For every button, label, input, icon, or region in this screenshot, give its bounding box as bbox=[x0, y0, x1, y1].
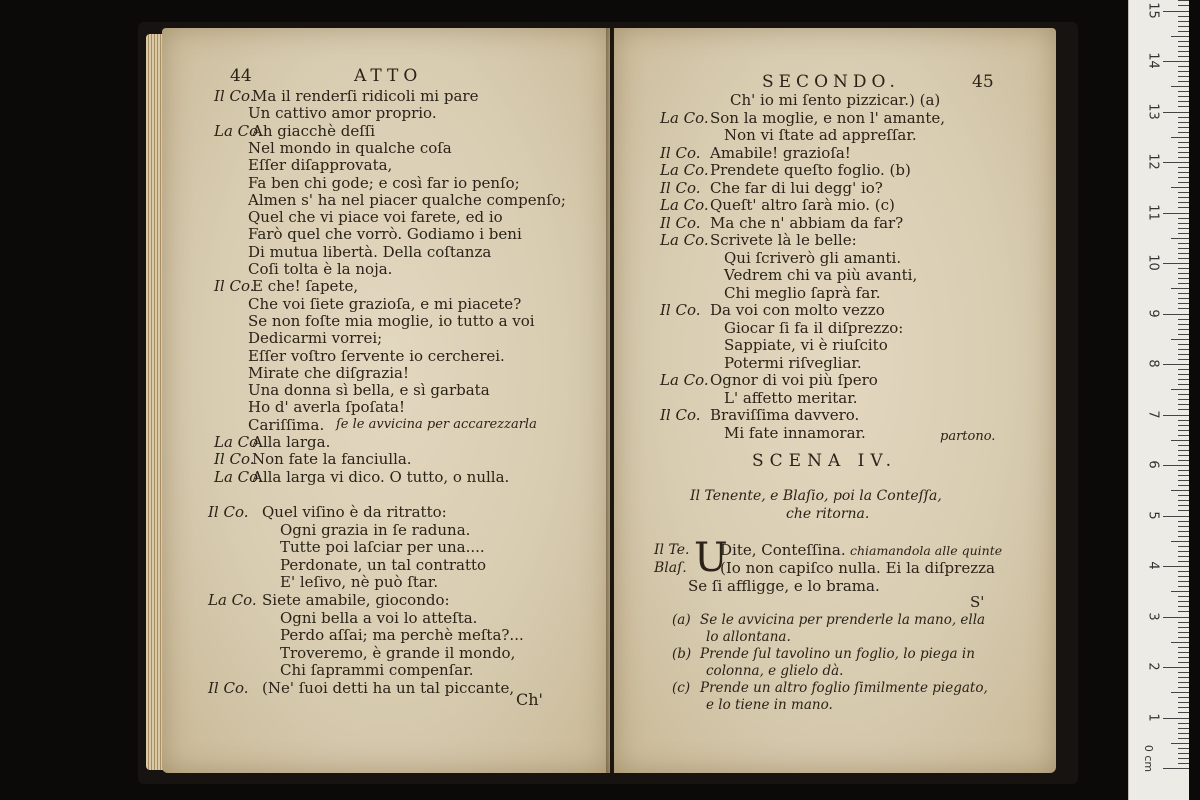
verse-line: Eſſer diſapprovata, bbox=[248, 156, 393, 175]
ruler-tick bbox=[1178, 652, 1189, 653]
ruler-tick bbox=[1178, 298, 1189, 299]
ruler-tick bbox=[1171, 187, 1189, 188]
ruler-tick bbox=[1178, 374, 1189, 375]
verse-line: Perdo aſſai; ma perchè meſta?... bbox=[280, 626, 524, 645]
ruler-tick bbox=[1178, 31, 1189, 32]
ruler-tick bbox=[1171, 86, 1189, 87]
ruler-tick bbox=[1163, 162, 1189, 163]
ruler-tick bbox=[1178, 202, 1189, 203]
verse-line: Da voi con molto vezzo bbox=[710, 301, 885, 319]
ruler-tick bbox=[1178, 324, 1189, 325]
running-head: ATTO bbox=[354, 66, 423, 86]
ruler-tick bbox=[1178, 404, 1189, 405]
right-page bbox=[614, 28, 1056, 773]
ruler-tick bbox=[1178, 707, 1189, 708]
verse-line: L' affetto meritar. bbox=[724, 388, 858, 407]
verse-line: Eſſer voſtro ſervente io cercherei. bbox=[248, 346, 505, 365]
ruler-number: 12 bbox=[1145, 153, 1161, 170]
ruler-tick bbox=[1178, 581, 1189, 582]
verse-line: Che far di lui degg' io? bbox=[710, 178, 883, 197]
stage-direction: partono. bbox=[940, 428, 996, 444]
ruler-tick bbox=[1163, 516, 1189, 517]
ruler-tick bbox=[1178, 450, 1189, 451]
verse-line: Siete amabile, giocondo: bbox=[262, 590, 450, 609]
ruler-number: 6 bbox=[1145, 460, 1161, 469]
ruler-tick bbox=[1178, 369, 1189, 370]
ruler-tick bbox=[1178, 41, 1189, 42]
ruler-tick bbox=[1171, 642, 1189, 643]
ruler-tick bbox=[1178, 536, 1189, 537]
ruler-tick bbox=[1178, 561, 1189, 562]
footnote-text-continued: colonna, e glielo dà. bbox=[706, 663, 844, 679]
ruler-tick bbox=[1178, 455, 1189, 456]
ruler-tick bbox=[1178, 531, 1189, 532]
ruler-tick bbox=[1163, 768, 1189, 769]
catchword: Ch' bbox=[516, 690, 543, 709]
ruler-tick bbox=[1163, 11, 1189, 12]
speaker-label: La Co. bbox=[660, 371, 709, 389]
scene-cast: Il Tenente, e Blaſio, poi la Conteſſa, bbox=[690, 488, 942, 504]
verse-line: Amabile! grazioſa! bbox=[710, 143, 851, 162]
ruler-tick bbox=[1178, 152, 1189, 153]
ruler-tick bbox=[1163, 667, 1189, 668]
verse-line: Queſt' altro ſarà mio. (c) bbox=[710, 196, 895, 214]
ruler-tick bbox=[1178, 435, 1189, 436]
verse-line: Ogni grazia in ſe raduna. bbox=[280, 520, 471, 539]
ruler-tick bbox=[1178, 96, 1189, 97]
verse-line: Potermi riſvegliar. bbox=[724, 353, 862, 372]
ruler-tick bbox=[1178, 344, 1189, 345]
footnote-text: Prende un altro foglio ſimilmente piegato, bbox=[700, 680, 988, 696]
ruler-tick bbox=[1178, 485, 1189, 486]
ruler-tick bbox=[1171, 238, 1189, 239]
ruler-tick bbox=[1178, 46, 1189, 47]
verse-line: Scrivete là le belle: bbox=[710, 231, 857, 249]
speaker-label: Il Co. bbox=[660, 406, 701, 424]
ruler-tick bbox=[1178, 177, 1189, 178]
ruler-tick bbox=[1178, 384, 1189, 385]
ruler-tick bbox=[1178, 142, 1189, 143]
speaker-label: La Co. bbox=[214, 121, 263, 140]
ruler-tick bbox=[1171, 288, 1189, 289]
verse-line: Chi ſaprammi compenſar. bbox=[280, 661, 474, 680]
ruler-tick bbox=[1171, 591, 1189, 592]
ruler-unit-label: 0 cm bbox=[1142, 744, 1156, 773]
verse-line: E che! ſapete, bbox=[252, 277, 359, 296]
ruler-tick bbox=[1178, 293, 1189, 294]
verse-line: Quel viſino è da ritratto: bbox=[262, 502, 447, 521]
verse-line: (Io non capiſco nulla. Ei la diſprezza bbox=[720, 559, 995, 577]
ruler-number: 3 bbox=[1145, 611, 1161, 621]
ruler-tick bbox=[1178, 273, 1189, 274]
ruler-tick bbox=[1163, 213, 1189, 214]
ruler-tick bbox=[1178, 379, 1189, 380]
verse-line: Non vi ſtate ad appreſſar. bbox=[724, 126, 917, 144]
verse-line: Dedicarmi vorrei; bbox=[248, 329, 383, 348]
verse-line: Alla larga vi dico. O tutto, o nulla. bbox=[252, 467, 510, 486]
ruler-tick bbox=[1178, 682, 1189, 683]
ruler-tick bbox=[1178, 192, 1189, 193]
ruler-tick bbox=[1178, 571, 1189, 572]
ruler-tick bbox=[1178, 106, 1189, 107]
ruler-number: 11 bbox=[1145, 203, 1161, 221]
ruler-tick bbox=[1178, 76, 1189, 77]
ruler-number: 13 bbox=[1145, 102, 1161, 120]
ruler-tick bbox=[1163, 617, 1189, 618]
ruler-tick bbox=[1178, 420, 1189, 421]
ruler-tick bbox=[1178, 480, 1189, 481]
ruler-tick bbox=[1178, 637, 1189, 638]
speaker-label: Il Co. bbox=[214, 277, 255, 296]
ruler-tick bbox=[1163, 112, 1189, 113]
ruler-tick bbox=[1178, 611, 1189, 612]
ruler-tick bbox=[1178, 233, 1189, 234]
verse-line: Perdonate, un tal contratto bbox=[280, 555, 487, 574]
ruler-tick bbox=[1178, 278, 1189, 279]
ruler-tick bbox=[1178, 702, 1189, 703]
ruler-tick bbox=[1178, 662, 1189, 663]
ruler-tick bbox=[1178, 546, 1189, 547]
ruler-tick bbox=[1171, 440, 1189, 441]
ruler-tick bbox=[1178, 495, 1189, 496]
verse-line: Son la moglie, e non l' amante, bbox=[710, 108, 946, 127]
ruler-tick bbox=[1178, 505, 1189, 506]
ruler-tick bbox=[1178, 228, 1189, 229]
ruler-tick bbox=[1163, 61, 1189, 62]
verse-line: Se ſi affligge, e lo brama. bbox=[688, 577, 880, 595]
speaker-label: Il Co. bbox=[214, 87, 255, 105]
ruler-tick bbox=[1178, 182, 1189, 183]
speaker-label: Il Co. bbox=[660, 143, 701, 162]
catchword: S' bbox=[970, 593, 985, 611]
ruler-tick bbox=[1178, 596, 1189, 597]
ruler-tick bbox=[1178, 445, 1189, 446]
ruler-tick bbox=[1178, 657, 1189, 658]
ruler-tick bbox=[1178, 167, 1189, 168]
ruler-tick bbox=[1178, 243, 1189, 244]
speaker-label: Il Co. bbox=[214, 450, 255, 469]
verse-line: Coſi tolta è la noja. bbox=[248, 260, 393, 278]
ruler-tick bbox=[1178, 91, 1189, 92]
ruler-tick bbox=[1178, 51, 1189, 52]
ruler-tick bbox=[1178, 586, 1189, 587]
ruler-tick bbox=[1178, 758, 1189, 759]
ruler-tick bbox=[1178, 56, 1189, 57]
speaker-label: La Co. bbox=[660, 108, 709, 127]
ruler-tick bbox=[1178, 303, 1189, 304]
speaker-label: La Co bbox=[214, 433, 259, 451]
verse-line: Chi meglio ſaprà far. bbox=[724, 283, 881, 302]
verse-line: Fa ben chi gode; e così far io penſo; bbox=[248, 173, 520, 192]
footnote-mark: (b) bbox=[672, 646, 692, 662]
left-page bbox=[162, 28, 610, 773]
ruler-tick bbox=[1178, 223, 1189, 224]
scene-cast-continued: che ritorna. bbox=[786, 506, 870, 522]
ruler-tick bbox=[1178, 81, 1189, 82]
ruler-tick bbox=[1178, 556, 1189, 557]
verse-line: Ognor di voi più ſpero bbox=[710, 371, 878, 389]
ruler-tick bbox=[1171, 541, 1189, 542]
ruler-tick bbox=[1178, 470, 1189, 471]
ruler-tick bbox=[1178, 207, 1189, 208]
verse-line: Braviſſima davvero. bbox=[710, 406, 860, 424]
ruler-tick bbox=[1178, 319, 1189, 320]
stage-direction: chiamandola alle quinte bbox=[850, 543, 1003, 558]
ruler-number: 9 bbox=[1145, 308, 1161, 318]
speaker-label: La Co. bbox=[660, 161, 709, 179]
ruler-tick bbox=[1178, 117, 1189, 118]
verse-line: Una donna sì bella, e sì garbata bbox=[248, 381, 490, 400]
ruler-tick bbox=[1178, 753, 1189, 754]
ruler-tick bbox=[1178, 697, 1189, 698]
footnote-text-continued: e lo tiene in mano. bbox=[706, 697, 833, 713]
ruler-tick bbox=[1178, 218, 1189, 219]
verse-line: Troveremo, è grande il mondo, bbox=[280, 643, 516, 662]
ruler-number: 5 bbox=[1145, 510, 1161, 520]
ruler-tick bbox=[1178, 647, 1189, 648]
verse-line: Cariſſima. bbox=[248, 415, 325, 434]
speaker-label: Il Co. bbox=[660, 178, 701, 197]
ruler-number: 4 bbox=[1145, 561, 1161, 570]
ruler-tick bbox=[1163, 718, 1189, 719]
ruler-tick bbox=[1178, 26, 1189, 27]
ruler-tick bbox=[1178, 349, 1189, 350]
speaker-label: Il Co. bbox=[660, 301, 701, 319]
ruler-tick bbox=[1178, 475, 1189, 476]
ruler-tick bbox=[1178, 283, 1189, 284]
verse-line: Ho d' averla ſpoſata! bbox=[248, 398, 406, 417]
ruler-tick bbox=[1178, 622, 1189, 623]
ruler-tick bbox=[1163, 465, 1189, 466]
verse-line: Sappiate, vi è riuſcito bbox=[724, 336, 888, 354]
verse-line: Ch' io mi ſento pizzicar.) (a) bbox=[730, 91, 941, 109]
ruler-tick bbox=[1178, 632, 1189, 633]
ruler-tick bbox=[1178, 258, 1189, 259]
verse-line: Ma il renderſi ridicoli mi pare bbox=[252, 87, 479, 105]
ruler-tick bbox=[1163, 415, 1189, 416]
verse-line: Ah giacchè deſſi bbox=[252, 121, 376, 140]
verse-line: Dite, Conteſſina. bbox=[720, 541, 846, 559]
verse-line: Prendete queſto foglio. (b) bbox=[710, 161, 911, 179]
verse-line: Di mutua libertà. Della coſtanza bbox=[248, 242, 492, 261]
ruler-tick bbox=[1178, 672, 1189, 673]
ruler-tick bbox=[1178, 601, 1189, 602]
ruler-number: 1 bbox=[1145, 712, 1161, 722]
ruler-number: 8 bbox=[1145, 359, 1161, 368]
verse-line: Nel mondo in qualche coſa bbox=[248, 138, 452, 157]
ruler-tick bbox=[1178, 738, 1189, 739]
verse-line: Ogni bella a voi lo atteſta. bbox=[280, 608, 478, 627]
verse-line: Farò quel che vorrò. Godiamo i beni bbox=[248, 225, 522, 244]
ruler-tick bbox=[1178, 521, 1189, 522]
ruler-tick bbox=[1178, 66, 1189, 67]
ruler-tick bbox=[1163, 364, 1189, 365]
ruler-tick bbox=[1178, 5, 1189, 6]
ruler-tick bbox=[1163, 314, 1189, 315]
ruler-tick bbox=[1178, 677, 1189, 678]
ruler-tick bbox=[1171, 137, 1189, 138]
speaker-label: Il Co. bbox=[660, 213, 701, 232]
verse-line: E' leſivo, nè può ſtar. bbox=[280, 573, 439, 592]
verse-line: Un cattivo amor proprio. bbox=[248, 104, 437, 123]
ruler-tick bbox=[1178, 122, 1189, 123]
scene-heading: SCENA IV. bbox=[752, 451, 898, 471]
footnote-text: Prende ſul tavolino un foglio, lo piega in bbox=[700, 646, 975, 662]
ruler-tick bbox=[1178, 500, 1189, 501]
ruler-tick bbox=[1178, 606, 1189, 607]
ruler-number: 14 bbox=[1145, 52, 1161, 69]
verse-line: (Ne' ſuoi detti ha un tal piccante, bbox=[262, 678, 515, 697]
ruler-tick bbox=[1178, 308, 1189, 309]
ruler-tick bbox=[1178, 430, 1189, 431]
verse-line: Qui ſcriverò gli amanti. bbox=[724, 248, 902, 267]
ruler-tick bbox=[1171, 389, 1189, 390]
footnote-mark: (a) bbox=[672, 612, 691, 628]
verse-line: Giocar ſi fa il diſprezzo: bbox=[724, 318, 904, 337]
ruler-tick bbox=[1178, 197, 1189, 198]
ruler-tick bbox=[1178, 127, 1189, 128]
ruler-tick bbox=[1171, 490, 1189, 491]
ruler-tick bbox=[1178, 526, 1189, 527]
speaker-label: Blaſ. bbox=[654, 560, 687, 576]
speaker-label: La Co. bbox=[660, 196, 709, 214]
ruler-tick bbox=[1178, 723, 1189, 724]
page-number: 44 bbox=[230, 66, 252, 86]
ruler-tick bbox=[1178, 147, 1189, 148]
ruler-tick bbox=[1178, 71, 1189, 72]
speaker-label: La Co. bbox=[214, 467, 263, 486]
ruler-tick bbox=[1163, 566, 1189, 567]
ruler-number: 10 bbox=[1145, 254, 1161, 271]
ruler-tick bbox=[1178, 399, 1189, 400]
ruler-tick bbox=[1178, 101, 1189, 102]
ruler-tick bbox=[1178, 157, 1189, 158]
ruler-tick bbox=[1178, 510, 1189, 511]
ruler-tick bbox=[1171, 743, 1189, 744]
measuring-ruler bbox=[1128, 0, 1189, 800]
ruler-tick bbox=[1178, 359, 1189, 360]
ruler-number: 2 bbox=[1145, 662, 1161, 671]
stage-direction: ſe le avvicina per accarezzarla bbox=[336, 416, 537, 432]
verse-line: Tutte poi laſciar per una.... bbox=[280, 538, 485, 557]
ruler-tick bbox=[1178, 687, 1189, 688]
ruler-tick bbox=[1178, 763, 1189, 764]
ruler-tick bbox=[1178, 354, 1189, 355]
footnote-mark: (c) bbox=[672, 680, 691, 696]
ruler-tick bbox=[1178, 409, 1189, 410]
footnote-text-continued: lo allontana. bbox=[706, 629, 791, 645]
verse-line: Mi fate innamorar. bbox=[724, 423, 866, 442]
ruler-number: 15 bbox=[1145, 1, 1161, 19]
ruler-tick bbox=[1178, 551, 1189, 552]
verse-line: Alla larga. bbox=[252, 433, 331, 451]
speaker-label: Il Co. bbox=[208, 502, 249, 521]
ruler-tick bbox=[1178, 16, 1189, 17]
verse-line: Vedrem chi va più avanti, bbox=[724, 266, 918, 284]
footnote-text: Se le avvicina per prenderle la mano, ella bbox=[700, 612, 986, 628]
speaker-label: La Co. bbox=[208, 590, 257, 609]
ruler-tick bbox=[1178, 627, 1189, 628]
speaker-label: Il Te. bbox=[654, 542, 690, 558]
ruler-tick bbox=[1178, 394, 1189, 395]
ruler-tick bbox=[1178, 748, 1189, 749]
ruler-tick bbox=[1178, 334, 1189, 335]
ruler-tick bbox=[1171, 36, 1189, 37]
verse-line: Quel che vi piace voi farete, ed io bbox=[248, 208, 503, 227]
verse-line: Ma che n' abbiam da far? bbox=[710, 213, 904, 232]
ruler-tick bbox=[1178, 733, 1189, 734]
speaker-label: La Co. bbox=[660, 231, 709, 249]
ruler-tick bbox=[1178, 172, 1189, 173]
ruler-number: 7 bbox=[1145, 409, 1161, 419]
verse-line: Che voi ſiete grazioſa, e mi piacete? bbox=[248, 294, 522, 313]
running-head: SECONDO. bbox=[762, 72, 900, 92]
verse-line: Se non foſte mia moglie, io tutto a voi bbox=[248, 311, 535, 330]
ruler-tick bbox=[1178, 248, 1189, 249]
ruler-tick bbox=[1171, 339, 1189, 340]
ruler-tick bbox=[1178, 253, 1189, 254]
ruler-tick bbox=[1178, 132, 1189, 133]
ruler-tick bbox=[1178, 0, 1189, 1]
drop-cap: U bbox=[694, 535, 728, 581]
ruler-tick bbox=[1178, 21, 1189, 22]
verse-line: Mirate che diſgrazia! bbox=[248, 363, 409, 382]
ruler-tick bbox=[1178, 576, 1189, 577]
ruler-tick bbox=[1178, 712, 1189, 713]
verse-line: Non fate la fanciulla. bbox=[252, 450, 412, 469]
speaker-label: Il Co. bbox=[208, 678, 249, 697]
verse-line: Almen s' ha nel piacer qualche compenſo; bbox=[248, 190, 566, 209]
ruler-tick bbox=[1171, 692, 1189, 693]
ruler-tick bbox=[1163, 263, 1189, 264]
ruler-tick bbox=[1178, 268, 1189, 269]
ruler-tick bbox=[1178, 425, 1189, 426]
page-number: 45 bbox=[972, 72, 994, 92]
ruler-tick bbox=[1178, 728, 1189, 729]
ruler-tick bbox=[1178, 460, 1189, 461]
ruler-tick bbox=[1178, 329, 1189, 330]
